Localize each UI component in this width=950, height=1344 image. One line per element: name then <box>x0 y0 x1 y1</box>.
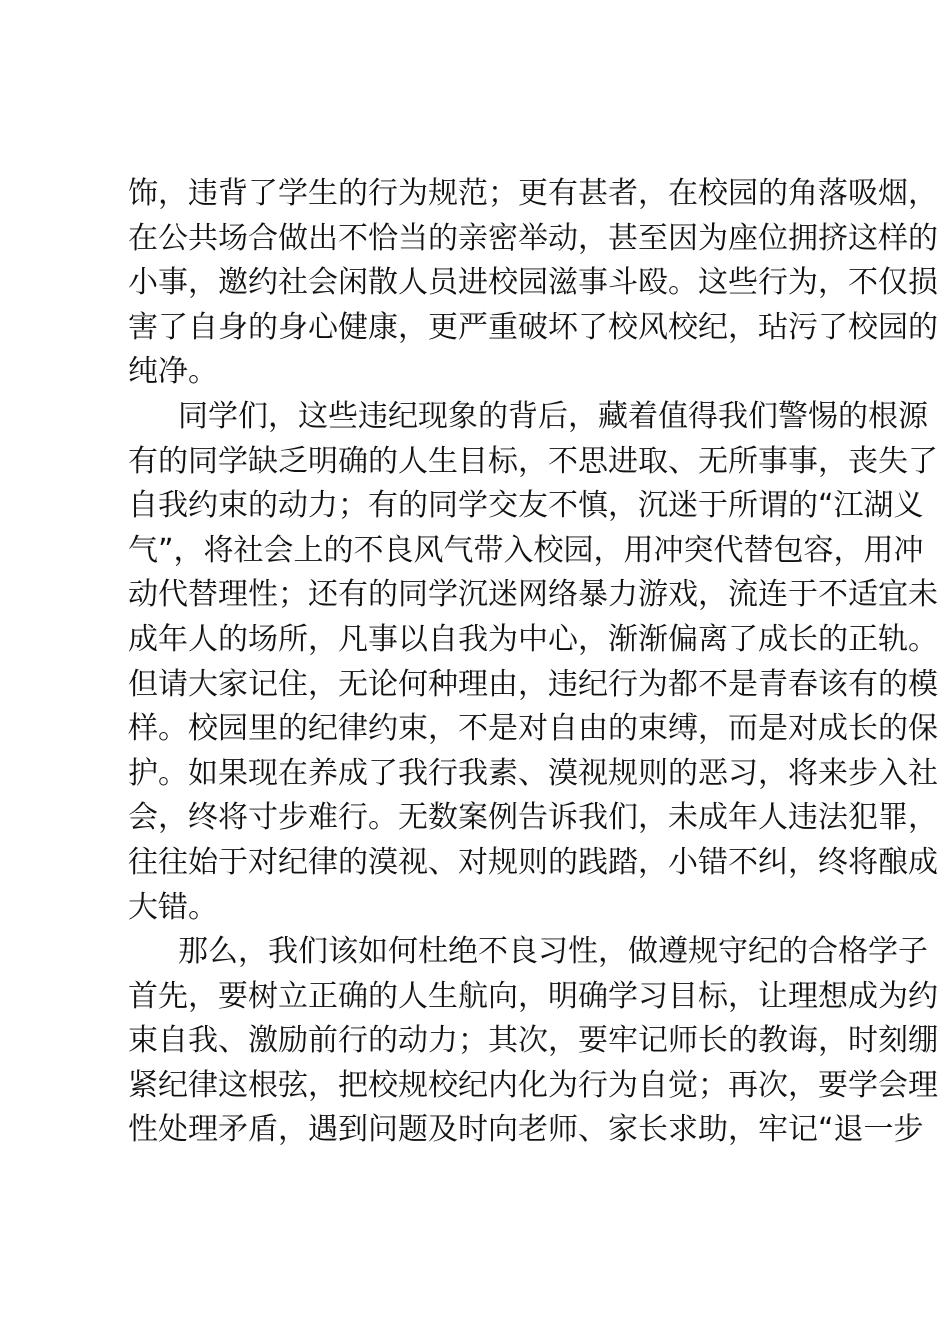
text-line: 大错。 <box>128 889 218 925</box>
text-line: 首先，要树立正确的人生航向，明确学习目标，让理想成为约 <box>128 978 938 1014</box>
text-line: 成年人的场所，凡事以自我为中心，渐渐偏离了成长的正轨。 <box>128 621 938 657</box>
text-line: 护。如果现在养成了我行我素、漠视规则的恶习，将来步入社 <box>128 755 938 791</box>
text-line: 那么，我们该如何杜绝不良习性，做遵规守纪的合格学子 <box>178 934 928 970</box>
text-line: 束自我、激励前行的动力；其次，要牢记师长的教诲，时刻绷 <box>128 1023 938 1059</box>
text-line: 饰，违背了学生的行为规范；更有甚者，在校园的角落吸烟， <box>128 176 938 211</box>
text-line: 自我约束的动力；有的同学交友不慎，沉迷于所谓的“江湖义 <box>128 488 924 524</box>
text-line: 气”，将社会上的不良风气带入校园，用冲突代替包容，用冲 <box>128 532 924 568</box>
text-line: 小事，邀约社会闲散人员进校园滋事斗殴。这些行为，不仅损 <box>128 265 938 301</box>
text-line: 有的同学缺乏明确的人生目标，不思进取、无所事事，丧失了 <box>128 443 938 479</box>
text-line: 紧纪律这根弦，把校规校纪内化为行为自觉；再次，要学会理 <box>128 1067 938 1103</box>
text-line: 纯净。 <box>128 354 218 390</box>
body-text <box>128 172 938 1153</box>
paragraph-1 <box>128 172 938 395</box>
text-line: 性处理矛盾，遇到问题及时向老师、家长求助，牢记“退一步 <box>128 1112 924 1148</box>
text-line: 动代替理性；还有的同学沉迷网络暴力游戏，流连于不适宜未 <box>128 577 938 613</box>
text-line: 在公共场合做出不恰当的亲密举动，甚至因为座位拥挤这样的 <box>128 220 938 256</box>
text-line: 害了自身的身心健康，更严重破坏了校风校纪，玷污了校园的 <box>128 309 938 345</box>
text-line: 会，终将寸步难行。无数案例告诉我们，未成年人违法犯罪， <box>128 800 938 836</box>
paragraph-3 <box>128 930 938 1153</box>
paragraph-2 <box>128 395 938 930</box>
text-line: 但请大家记住，无论何种理由，违纪行为都不是青春该有的模 <box>128 666 938 702</box>
text-line: 往往始于对纪律的漠视、对规则的践踏，小错不纠，终将酿成 <box>128 844 938 880</box>
text-line: 同学们，这些违纪现象的背后，藏着值得我们警惕的根源 <box>178 398 928 434</box>
text-line: 样。校园里的纪律约束，不是对自由的束缚，而是对成长的保 <box>128 711 938 747</box>
